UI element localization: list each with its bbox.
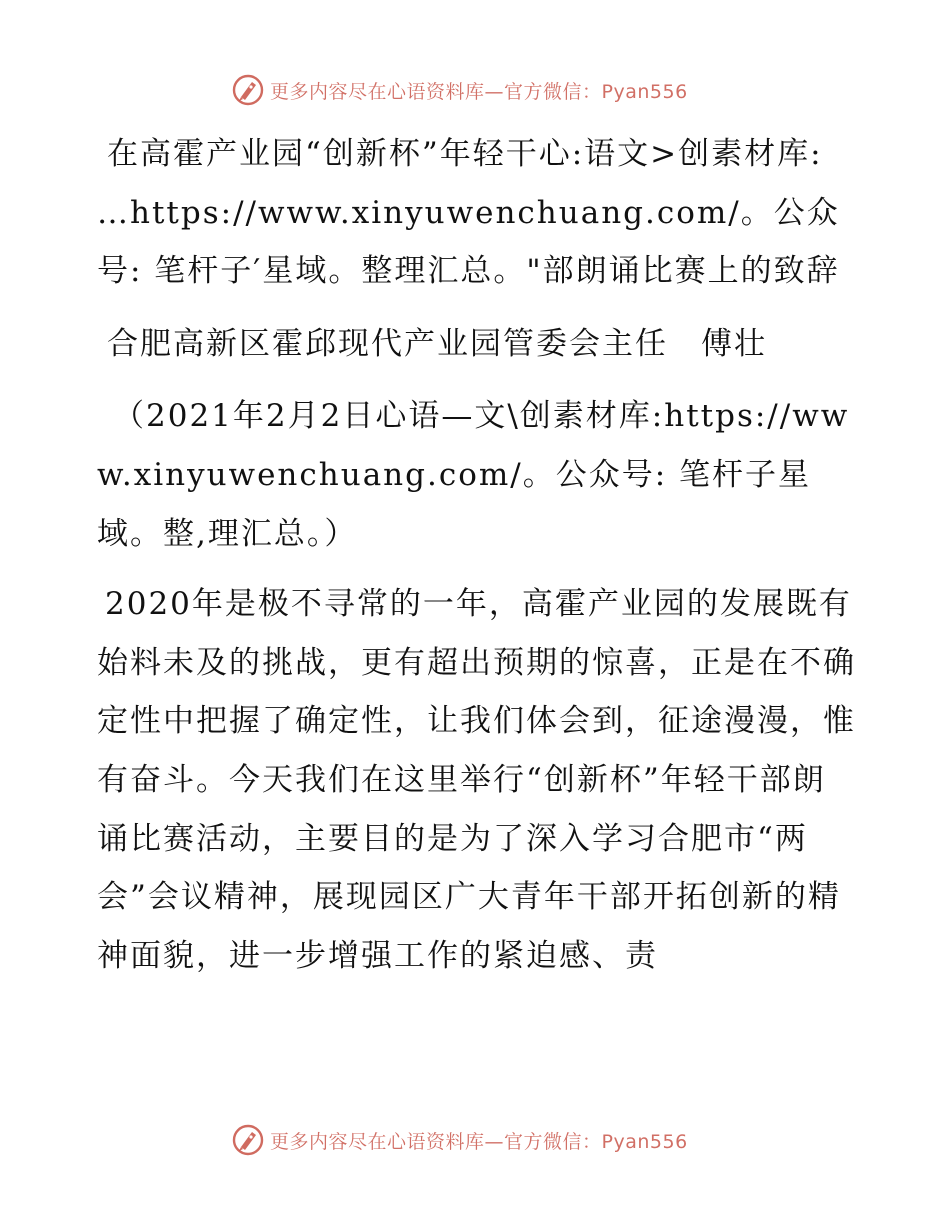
- pen-nib-logo-icon: [232, 1124, 264, 1156]
- document-body: [97, 125, 857, 985]
- watermark-text: 更多内容尽在心语资料库—官方微信：Pyan556: [270, 80, 688, 103]
- body-paragraph: 2020年是极不寻常的一年，高霍产业园的发展既有始料未及的挑战，更有超出预期的惊喜，正是在不确定性中把握了确定性，让我们体会到，征途漫漫，惟有奋斗。今天我们在这里举行“创新杯”年轻干部朗诵比赛活动，主要目的是为了深入学习合肥市“两会”会议精神，展现园区广大青年干部开拓创新的精神面貌，进一步增强工作的紧迫感、责: [97, 586, 856, 974]
- author-line: 合肥高新区霍邱现代产业园管委会主任 傅壮: [107, 325, 767, 362]
- date-source-line: （2021年2月2日心语—文\创素材库:https://www.xinyuwenchuang.com/。公众号: 笔杆子星域。整,理汇总。）: [97, 398, 850, 552]
- watermark-footer: [232, 1122, 752, 1158]
- pen-nib-logo-icon: [232, 74, 264, 106]
- title-paragraph: 在高霍产业园“创新杯”年轻干心:语文>创素材库: …https://www.xinyuwenchuang.com/。公众号: 笔杆子′星域。整理汇总。"部朗诵比赛上的致辞: [97, 136, 840, 290]
- watermark-text: 更多内容尽在心语资料库—官方微信：Pyan556: [270, 1130, 688, 1153]
- watermark-header: [232, 72, 752, 108]
